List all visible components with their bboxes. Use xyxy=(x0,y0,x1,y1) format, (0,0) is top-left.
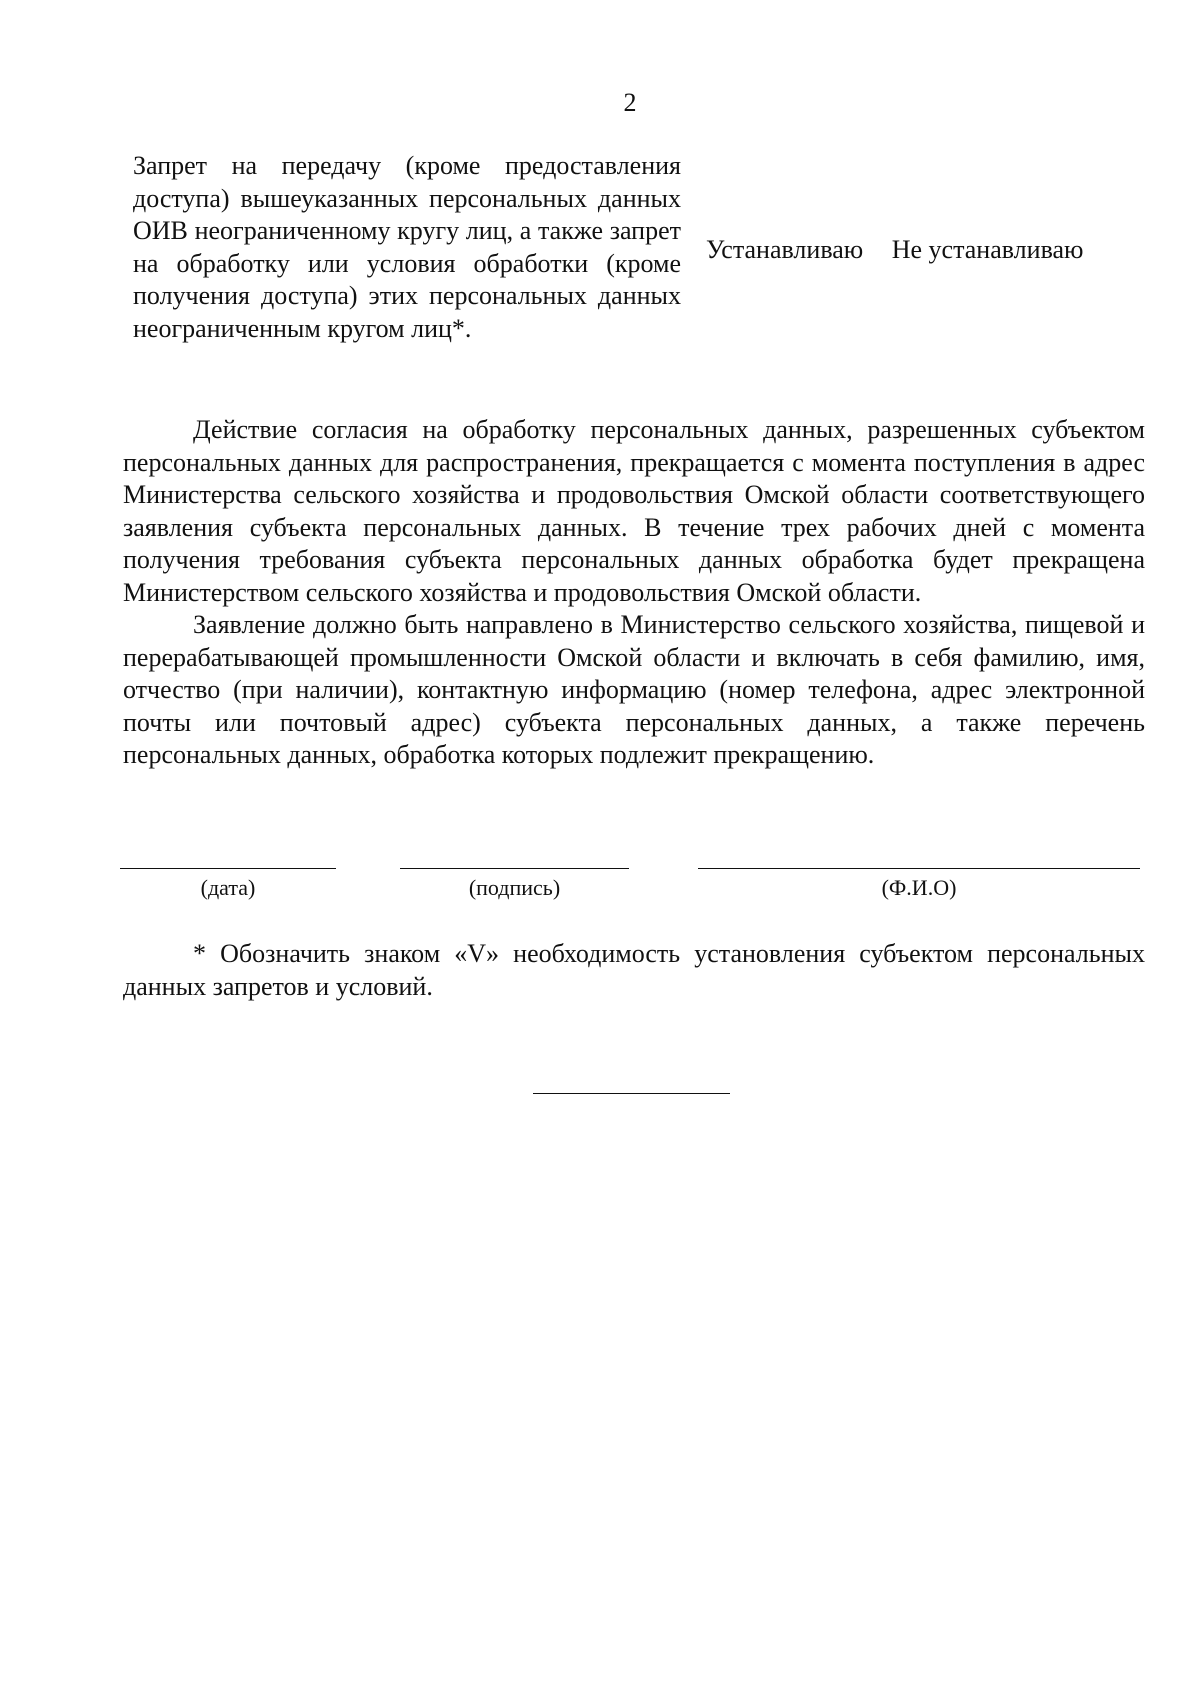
paragraph-application-requirements: Заявление должно быть направлено в Министерство сельского хозяйства, пищевой и перерабатывающей промышленности Омской области и включать в себя фамилию, имя, отчество (при наличии), контактную информацию (номер телефона, адрес электронной почты или почтовый адрес) субъекта персональных данных, а также перечень персональных данных, обработка которых подлежит прекращению. xyxy=(123,610,1145,769)
restriction-text: Запрет на передачу (кроме предоставления доступа) вышеуказанных персональных данных ОИВ неограниченному кругу лиц, а также запрет на обработку или условия обработки (кроме получения доступа) этих персональных данных неограниченным кругом лиц*. xyxy=(133,151,681,343)
date-line[interactable] xyxy=(120,868,336,869)
signature-label: (подпись) xyxy=(468,875,561,900)
restriction-row xyxy=(133,150,1133,380)
paragraph-consent-termination: Действие согласия на обработку персональных данных, разрешенных субъектом персональных данных для распространения, прекращается с момента поступления в адрес Министерства сельского хозяйства и продовольствия Омской области соответствующего заявления субъекта персональных данных. В течение трех рабочих дней с момента получения требования субъекта персональных данных обработка будет прекращена Министерством сельского хозяйства и продовольствия Омской области. xyxy=(123,415,1145,607)
end-divider xyxy=(533,1093,730,1094)
full-name-line[interactable] xyxy=(698,868,1140,869)
page-number: 2 xyxy=(623,88,637,117)
option-set[interactable]: Устанавливаю xyxy=(706,235,864,264)
option-not-set[interactable]: Не устанавливаю xyxy=(891,235,1084,264)
signature-line[interactable] xyxy=(400,868,629,869)
date-label: (дата) xyxy=(200,875,256,900)
full-name-label: (Ф.И.О) xyxy=(881,875,957,900)
body-text xyxy=(123,414,1145,772)
footnote: * Обозначить знаком «V» необходимость установления субъектом персональных данных запретов и условий. xyxy=(123,939,1145,1001)
restriction-options xyxy=(706,235,1083,265)
